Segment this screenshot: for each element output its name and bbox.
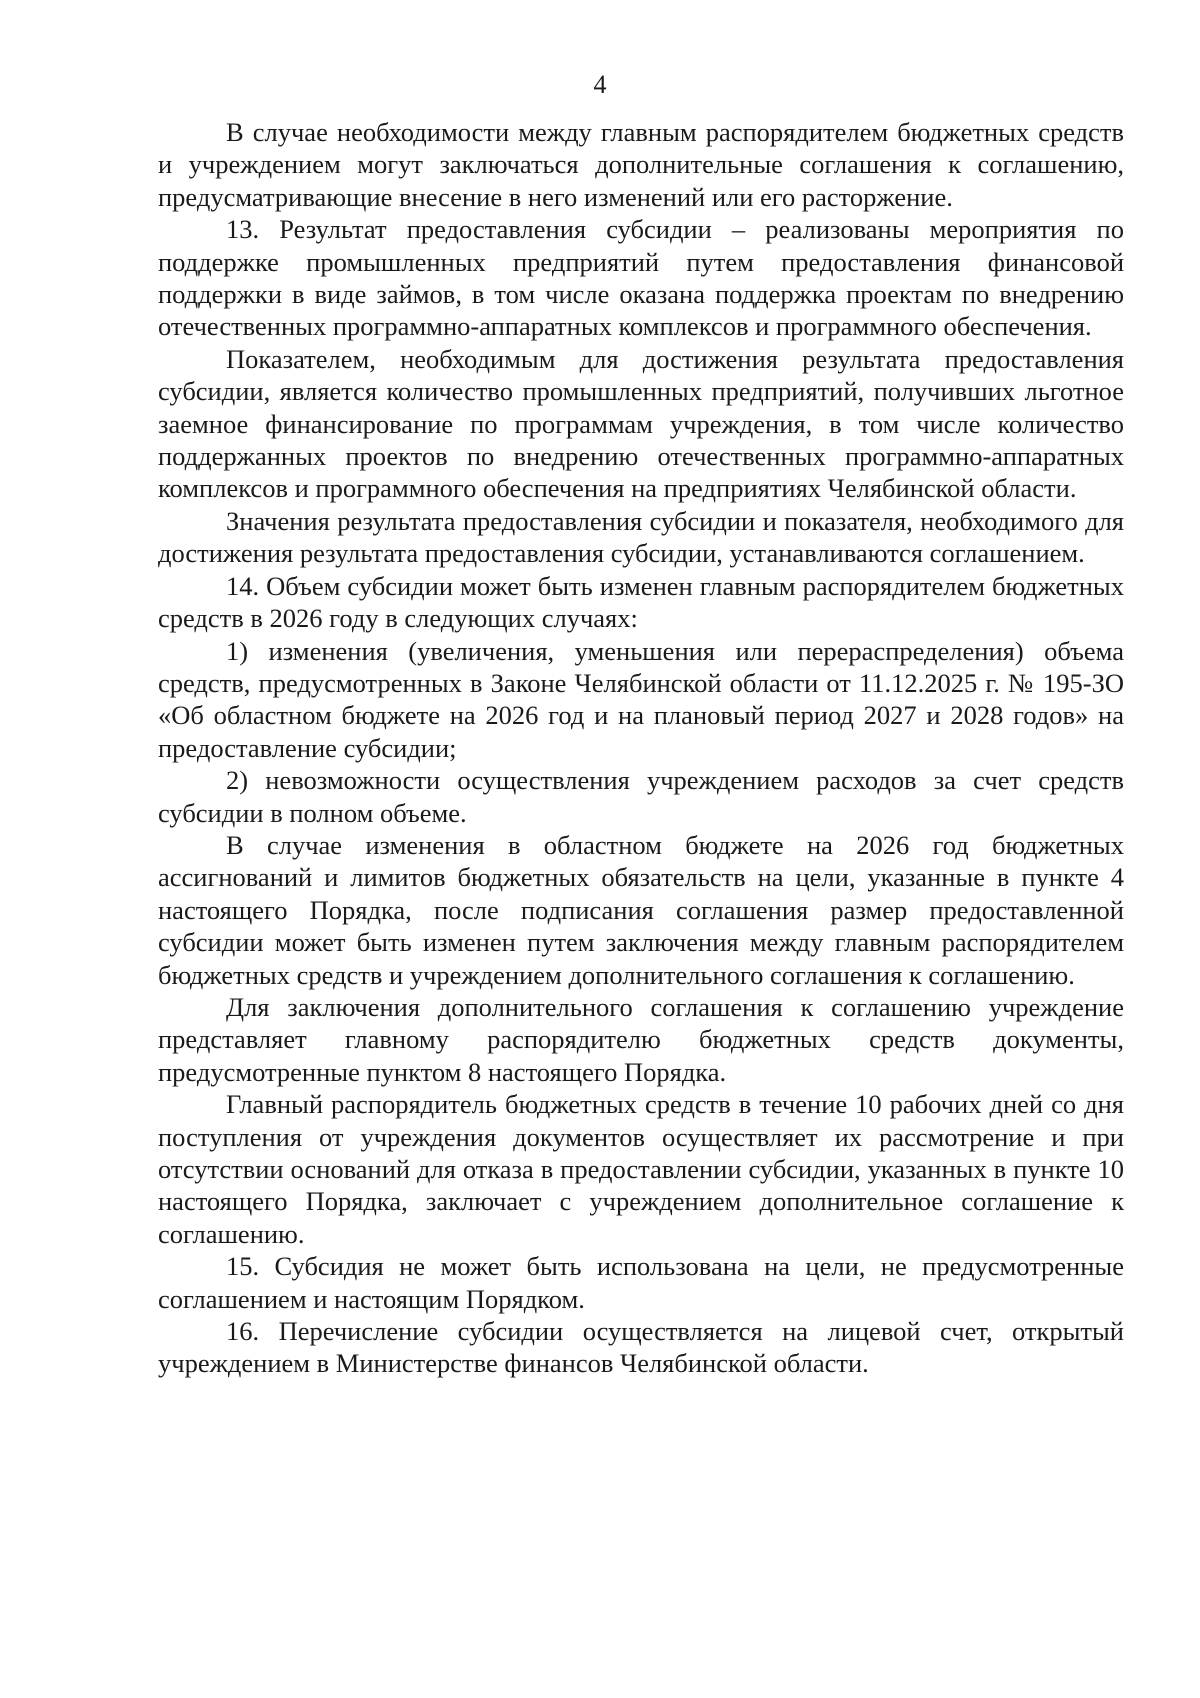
paragraph-14-case-2: 2) невозможности осуществления учреждением расходов за счет средств субсидии в полном объеме. (158, 765, 1124, 828)
page-number: 4 (593, 70, 607, 99)
paragraph-review: Главный распорядитель бюджетных средств в течение 10 рабочих дней со дня поступления от учреждения документов осуществляет их рассмотрение и при отсутствии оснований для отказа в предоставлении субсидии, указанных в пункте 10 настоящего Порядка, заключает с учреждением дополнительное соглашение к соглашению. (158, 1089, 1124, 1249)
paragraph-16-transfer: 16. Перечисление субсидии осуществляется на лицевой счет, открытый учреждением в Министерстве финансов Челябинской области. (158, 1316, 1124, 1379)
paragraph-additional-agreements: В случае необходимости между главным распорядителем бюджетных средств и учреждением могут заключаться дополнительные соглашения к соглашению, предусматривающие внесение в него изменений или его расторжение. (158, 117, 1124, 212)
paragraph-values: Значения результата предоставления субсидии и показателя, необходимого для достижения результата предоставления субсидии, устанавливаются соглашением. (158, 505, 1124, 569)
paragraph-14-volume: 14. Объем субсидии может быть изменен главным распорядителем бюджетных средств в 2026 году в следующих случаях: (158, 570, 1124, 634)
document-body (158, 116, 1124, 1380)
paragraph-14-case-1: 1) изменения (увеличения, уменьшения или перераспределения) объема средств, предусмотренных в Законе Челябинской области от 11.12.2025 г. № 195-ЗО «Об областном бюджете на 2026 год и на плановый период 2027 и 2028 годов» на предоставление субсидии; (158, 635, 1124, 763)
paragraph-documents: Для заключения дополнительного соглашения к соглашению учреждение представляет главному распорядителю бюджетных средств документы, предусмотренные пунктом 8 настоящего Порядка. (158, 991, 1124, 1087)
paragraph-indicator: Показателем, необходимым для достижения результата предоставления субсидии, является количество промышленных предприятий, получивших льготное заемное финансирование по программам учреждения, в том числе количество поддержанных проектов по внедрению отечественных программно-аппаратных комплексов и программного обеспечения на предприятиях Челябинской области. (158, 343, 1124, 504)
paragraph-13-result: 13. Результат предоставления субсидии – реализованы мероприятия по поддержке промышленных предприятий путем предоставления финансовой поддержки в виде займов, в том числе оказана поддержка проектам по внедрению отечественных программно-аппаратных комплексов и программного обеспечения. (158, 214, 1124, 342)
paragraph-budget-change: В случае изменения в областном бюджете на 2026 год бюджетных ассигнований и лимитов бюджетных обязательств на цели, указанные в пункте 4 настоящего Порядка, после подписания соглашения размер предоставленной субсидии может быть изменен путем заключения между главным распорядителем бюджетных средств и учреждением дополнительного соглашения к соглашению. (158, 829, 1124, 990)
paragraph-15-usage: 15. Субсидия не может быть использована на цели, не предусмотренные соглашением и настоящим Порядком. (158, 1251, 1124, 1314)
